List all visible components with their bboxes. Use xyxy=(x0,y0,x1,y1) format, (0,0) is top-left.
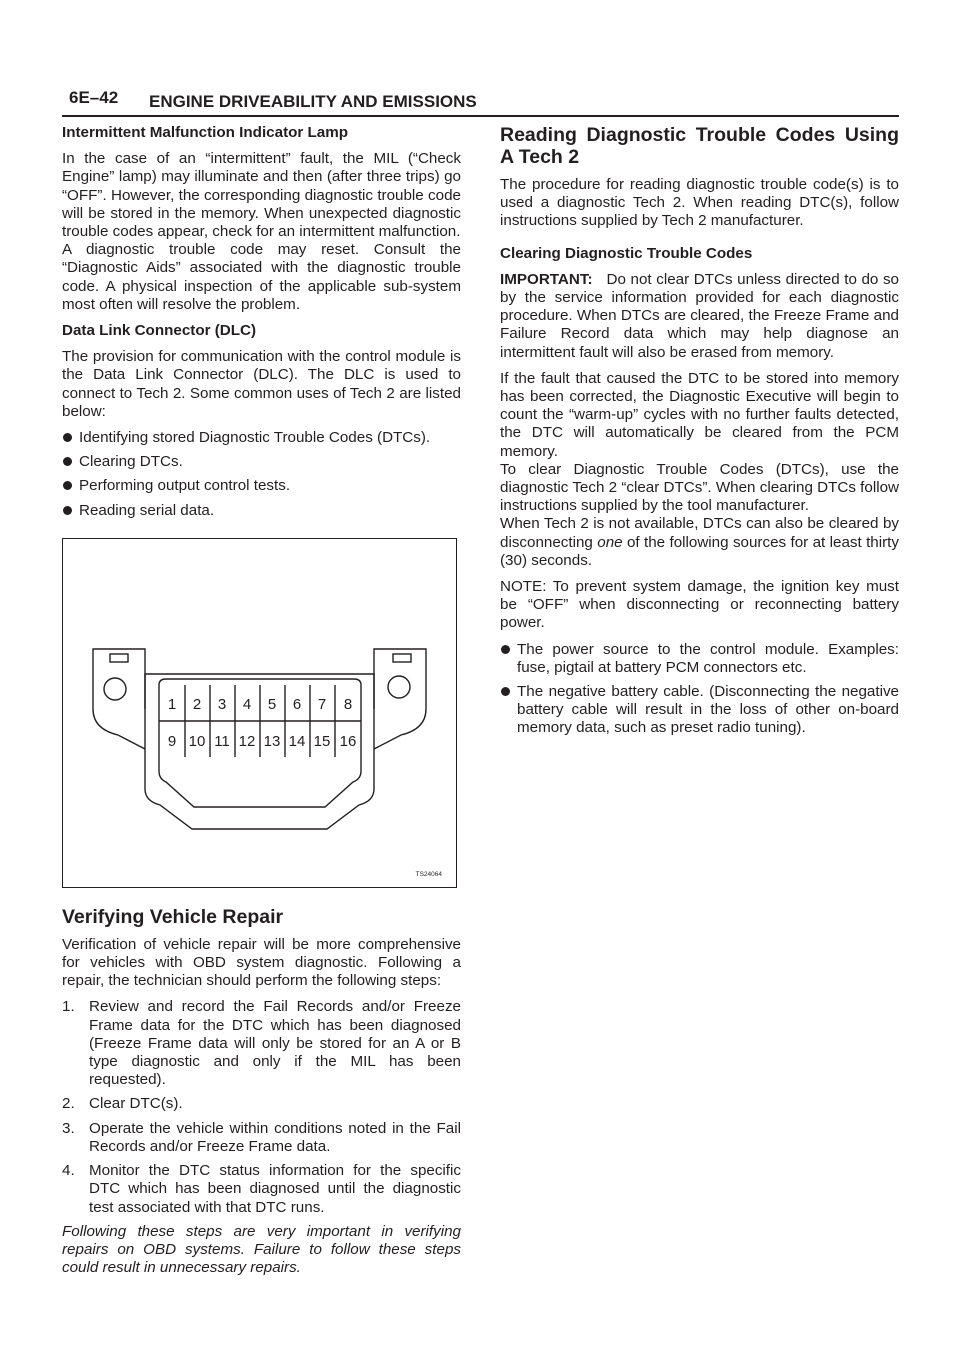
page-number: 6E–42 xyxy=(69,88,119,107)
pin-label: 16 xyxy=(339,732,357,750)
step-number: 4. xyxy=(62,1162,75,1180)
paragraph: To clear Diagnostic Trouble Codes (DTCs), use the diagnostic Tech 2 “clear DTCs”. When clearing DTCs follow instructions supplied by the tool manufacturer. xyxy=(500,460,899,515)
step-text: Monitor the DTC status information for the specific DTC which has been diagnosed until the diagnostic test associated with that DTC runs. xyxy=(89,1162,461,1216)
bullet-icon xyxy=(63,481,72,490)
pin-label: 3 xyxy=(217,695,227,713)
section-heading-intermittent-mil: Intermittent Malfunction Indicator Lamp xyxy=(62,124,349,141)
left-mount-hole xyxy=(104,678,126,700)
numbered-step xyxy=(62,998,461,1089)
bullet-text: The power source to the control module. Examples: fuse, pigtail at battery PCM connectors etc. xyxy=(517,640,899,676)
bullet-text: Performing output control tests. xyxy=(79,477,291,495)
emphasis: one xyxy=(597,533,623,551)
important-text: Do not clear DTCs unless directed to do so by the service information provided for each diagnostic procedure. When DTCs are cleared, the Freeze Frame and Failure Record data which may help diagnose an intermittent fault will also be erased from memory. xyxy=(500,270,899,361)
page-header-title: ENGINE DRIVEABILITY AND EMISSIONS xyxy=(149,92,477,111)
numbered-step xyxy=(62,1120,461,1156)
text-run: When Tech 2 is not available, DTCs can also be cleared by disconnecting xyxy=(500,515,899,551)
bullet-text: Clearing DTCs. xyxy=(79,453,183,471)
header-rule xyxy=(62,115,899,117)
step-number: 1. xyxy=(62,998,75,1016)
bullet-icon xyxy=(501,645,510,654)
note-paragraph: NOTE: To prevent system damage, the ignition key must be “OFF” when disconnecting or reconnecting battery power. xyxy=(500,578,899,632)
right-column xyxy=(500,124,899,744)
section-heading-reading-dtc: Reading Diagnostic Trouble Codes Using A Tech 2 xyxy=(500,124,899,168)
bullet-item xyxy=(62,429,461,447)
section-heading-dlc: Data Link Connector (DLC) xyxy=(62,322,257,340)
dlc-connector-figure xyxy=(62,538,457,888)
right-tab-slot xyxy=(393,654,411,662)
numbered-step xyxy=(62,1162,461,1217)
pin-label: 12 xyxy=(238,732,256,750)
closing-note: Following these steps are very important in verifying repairs on OBD systems. Failure to follow these steps could result in unnecessary repairs. xyxy=(62,1222,461,1277)
bullet-icon xyxy=(501,687,510,696)
bullet-item xyxy=(500,641,899,677)
left-column xyxy=(62,124,461,1285)
paragraph: A diagnostic trouble code may reset. Consult the “Diagnostic Aids” associated with the diagnostic trouble code. A physical inspection of the applicable sub-system most often will resolve the problem. xyxy=(62,241,461,313)
pin-label: 10 xyxy=(188,732,206,750)
bullet-text: Reading serial data. xyxy=(79,501,215,519)
section-heading-clearing-dtc: Clearing Diagnostic Trouble Codes xyxy=(500,244,753,262)
step-text: Clear DTC(s). xyxy=(89,1095,183,1113)
pin-label: 14 xyxy=(288,732,306,750)
right-mounting-tab xyxy=(374,649,426,749)
left-tab-slot xyxy=(110,654,128,662)
pin-label: 9 xyxy=(167,732,177,750)
dlc-connector-diagram xyxy=(63,539,456,887)
bullet-text: The negative battery cable. (Disconnecting the negative battery cable will result in the loss of other on-board memory data, such as preset radio tuning). xyxy=(517,683,899,737)
pin-label: 11 xyxy=(214,732,230,750)
paragraph: If the fault that caused the DTC to be stored into memory has been corrected, the Diagnostic Executive will begin to count the “warm-up” cycles with no further faults detected, the DTC will automatically be cleared from the PCM memory. xyxy=(500,369,899,460)
paragraph xyxy=(500,515,899,570)
pin-label: 1 xyxy=(167,695,177,713)
pin-label: 4 xyxy=(242,695,252,713)
step-number: 3. xyxy=(62,1119,75,1137)
important-label: IMPORTANT: xyxy=(500,270,593,288)
important-paragraph xyxy=(500,271,899,362)
pin-label: 7 xyxy=(317,695,327,713)
step-text: Review and record the Fail Records and/or Freeze Frame data for the DTC which has been diagnosed (Freeze Frame data will only be stored for an A or B type diagnostic and only if the MIL has been requested). xyxy=(89,998,461,1089)
bullet-text: Identifying stored Diagnostic Trouble Codes (DTCs). xyxy=(79,429,431,447)
bullet-item xyxy=(500,683,899,738)
paragraph: The provision for communication with the control module is the Data Link Connector (DLC). The DLC is used to connect to Tech 2. Some common uses of Tech 2 are listed below: xyxy=(62,348,461,420)
numbered-step xyxy=(62,1095,461,1113)
text-run: of the following sources for at least thirty (30) seconds. xyxy=(500,533,899,569)
bullet-item xyxy=(62,453,461,471)
pin-label: 13 xyxy=(263,732,281,750)
paragraph: Verification of vehicle repair will be more comprehensive for vehicles with OBD system diagnostic. Following a repair, the technician should perform the following steps: xyxy=(62,935,461,990)
bullet-icon xyxy=(63,433,72,442)
bullet-icon xyxy=(63,506,72,515)
bullet-icon xyxy=(63,457,72,466)
pin-label: 15 xyxy=(313,732,331,750)
pin-label: 6 xyxy=(292,695,302,713)
paragraph: In the case of an “intermittent” fault, the MIL (“Check Engine” lamp) may illuminate and then (after three trips) go “OFF”. However, the corresponding diagnostic trouble code will be stored in the memory. When unexpected diagnostic trouble codes appear, check for an intermittent malfunction. xyxy=(62,150,461,241)
section-heading-verifying-repair: Verifying Vehicle Repair xyxy=(62,905,284,928)
step-number: 2. xyxy=(62,1095,75,1113)
right-mount-hole xyxy=(388,676,410,698)
pin-label: 8 xyxy=(343,695,353,713)
figure-id: TS24064 xyxy=(415,870,442,878)
pin-label: 5 xyxy=(267,695,277,713)
paragraph: The procedure for reading diagnostic trouble code(s) is to used a diagnostic Tech 2. When reading DTC(s), follow instructions supplied by Tech 2 manufacturer. xyxy=(500,176,899,230)
pin-label: 2 xyxy=(192,695,202,713)
step-text: Operate the vehicle within conditions noted in the Fail Records and/or Freeze Frame data. xyxy=(89,1119,461,1155)
bullet-item xyxy=(62,502,461,520)
bullet-item xyxy=(62,477,461,495)
